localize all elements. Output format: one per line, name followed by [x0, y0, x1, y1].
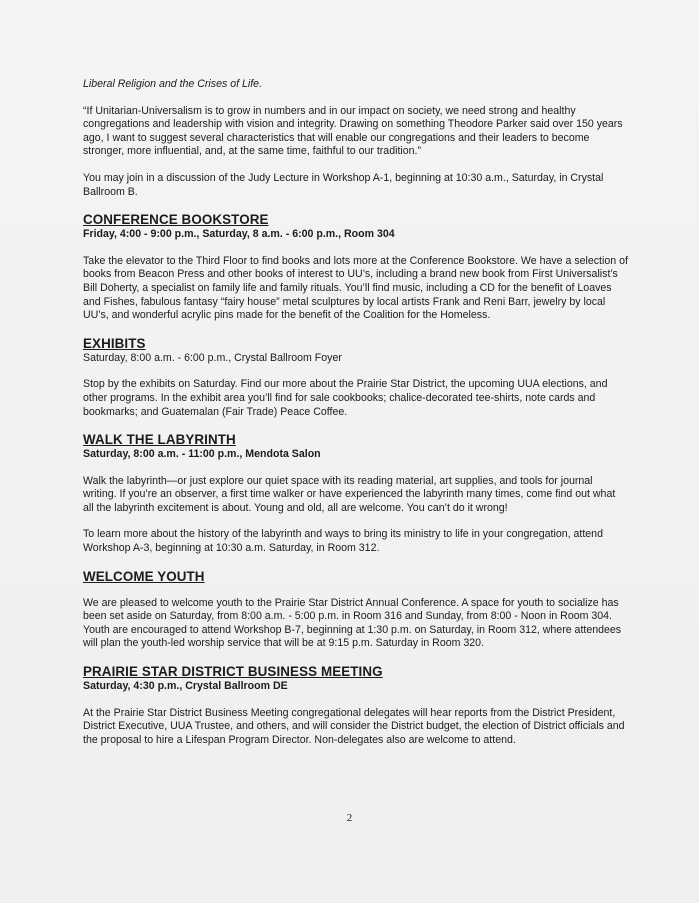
youth-heading: WELCOME YOUTH	[83, 568, 205, 584]
business-meeting-heading: PRAIRIE STAR DISTRICT BUSINESS MEETING	[83, 664, 383, 680]
labyrinth-body: Walk the labyrinth—or just explore our quiet space with its reading material, art supplies, and tools for journal writing. If you’re an observer, a first time walker or have experienced the labyrinth many times, come find out what all the labyrinth excitement is about. Young and old, all are welcome. You can’t do it wrong!	[83, 474, 616, 514]
labyrinth-heading: WALK THE LABYRINTH	[83, 432, 236, 448]
bookstore-body: Take the elevator to the Third Floor to find books and lots more at the Conference Bookstore. We have a selection of books from Beacon Press and other books of interest to UU’s, including a brand new book from First Universalist’s Bill Doherty, a specialist on family life and family rituals. You’ll find music, including a CD for the benefit of Loaves and Fishes, fabulous fantasy “fairy house” metal sculptures by local artists Frank and Reni Barr, jewelry by local UU’s, and wonderful acrylic pins made for the benefit of the Coalition for the Homeless.	[83, 254, 628, 322]
business-meeting-body: At the Prairie Star District Business Meeting congregational delegates will hear reports from the District President, District Executive, UUA Trustee, and others, and will consider the District budget, the election of District officials and the proposal to hire a Lifespan Program Director. Non-delegates also are welcome to attend.	[83, 706, 625, 746]
youth-section	[83, 569, 628, 651]
labyrinth-schedule: Saturday, 8:00 a.m. - 11:00 p.m., Mendota Salon	[83, 448, 321, 461]
exhibits-section	[83, 336, 628, 419]
bookstore-heading: CONFERENCE BOOKSTORE	[83, 212, 269, 228]
labyrinth-workshop-note: To learn more about the history of the labyrinth and ways to bring its ministry to life in your congregation, attend Workshop A-3, beginning at 10:30 a.m. Saturday, in Room 312.	[83, 528, 603, 555]
exhibits-body: Stop by the exhibits on Saturday. Find our more about the Prairie Star District, the upcoming UUA elections, and other programs. In the exhibit area you’ll find for sale cookbooks; chalice-decorated tee-shirts, note cards and bookmarks; and Guatemalan (Fair Trade) Peace Coffee.	[83, 378, 608, 418]
youth-body: We are pleased to welcome youth to the Prairie Star District Annual Conference. A space for youth to socialize has been set aside on Saturday, from 8:00 a.m. - 5:00 p.m. in Room 316 and Sunday, from 8:00 - Noon in Room 304. Youth are encouraged to attend Workshop B-7, beginning at 1:30 p.m. on Saturday, in Room 312, where attendees will plan the youth-led worship service that will be at 9:15 p.m. Saturday in Room 320.	[83, 596, 622, 650]
business-meeting-schedule: Saturday, 4:30 p.m., Crystal Ballroom DE	[83, 680, 288, 693]
exhibits-heading: EXHIBITS	[83, 335, 146, 351]
bookstore-section	[83, 212, 628, 323]
lecture-quote: “If Unitarian-Universalism is to grow in numbers and in our impact on society, we need strong and healthy congregations and leadership with vision and integrity. Drawing on something Theodore Parker said over 150 years ago, I want to suggest several characteristics that will enable our congregations and their leaders to become stronger, more influential, and, at the same time, faithful to our tradition.”	[83, 104, 623, 158]
lecture-discussion-note: You may join in a discussion of the Judy Lecture in Workshop A-1, beginning at 10:30 a.m., Saturday, in Crystal Ballroom B.	[83, 171, 604, 198]
bookstore-schedule: Friday, 4:00 - 9:00 p.m., Saturday, 8 a.m. - 6:00 p.m., Room 304	[83, 228, 395, 241]
lecture-title: Liberal Religion and the Crises of Life.	[83, 78, 263, 90]
exhibits-schedule: Saturday, 8:00 a.m. - 6:00 p.m., Crystal Ballroom Foyer	[83, 351, 342, 364]
page-content	[83, 78, 628, 760]
labyrinth-section	[83, 432, 628, 556]
business-meeting-section	[83, 664, 628, 747]
page-number: 2	[346, 812, 353, 824]
